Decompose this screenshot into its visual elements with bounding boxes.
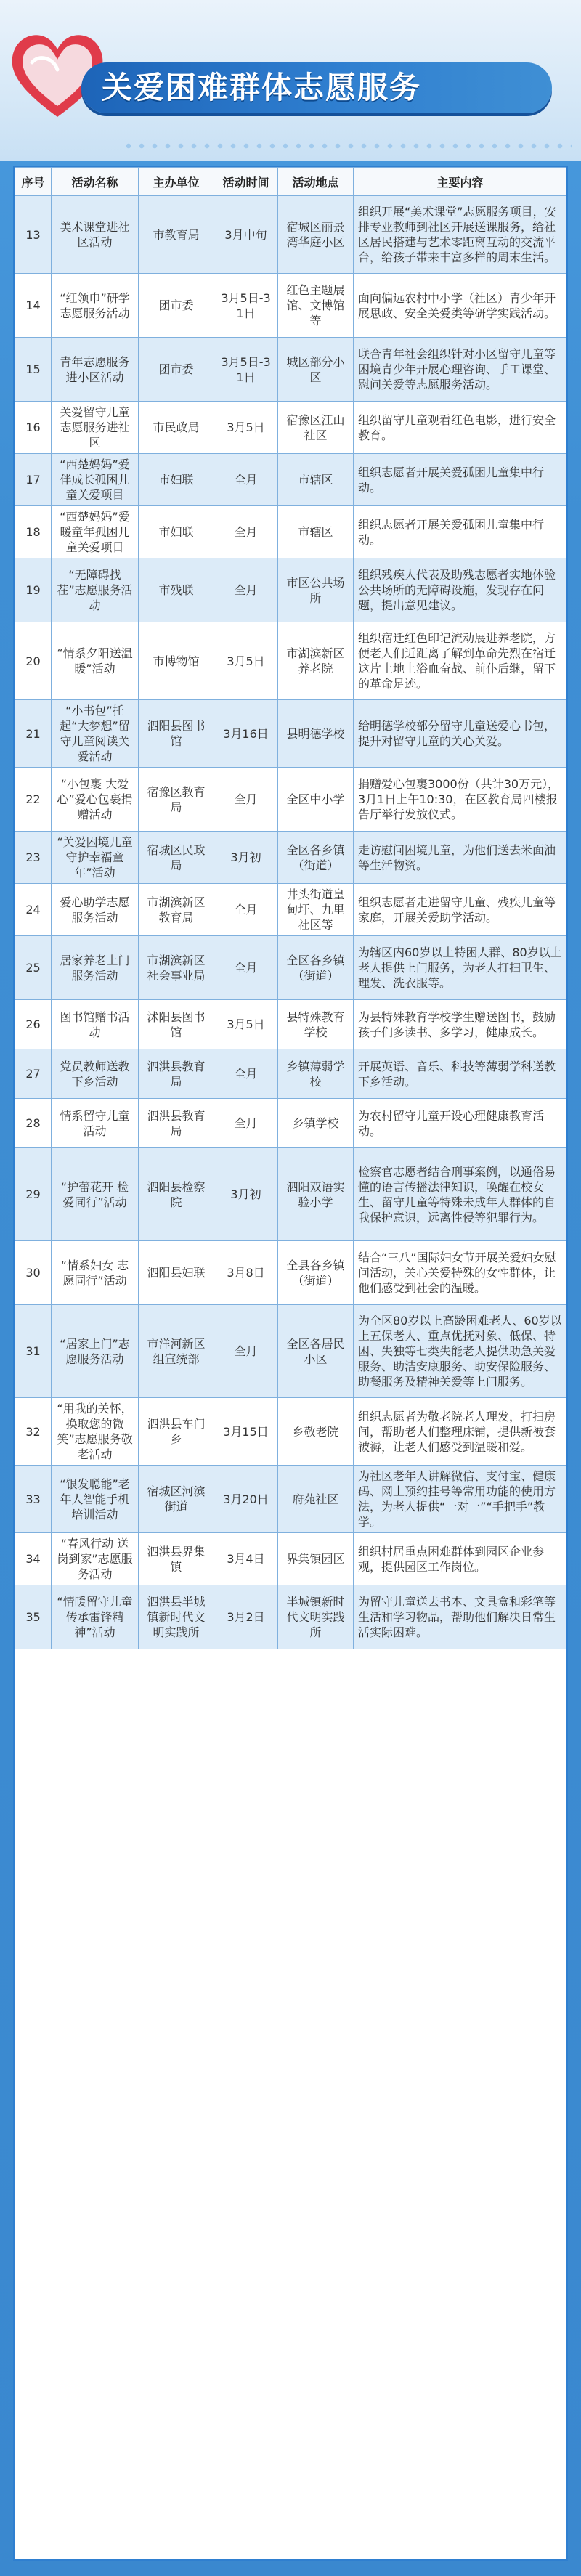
cell-no: 16	[15, 402, 52, 454]
table-row	[15, 1398, 567, 1466]
column-header-place: 活动地点	[278, 168, 354, 196]
cell-activity-name: 爱心助学志愿服务活动	[52, 884, 139, 936]
cell-time: 全月	[214, 1099, 278, 1148]
table-row	[15, 1585, 567, 1649]
cell-no: 34	[15, 1533, 52, 1585]
cell-place: 市湖滨新区养老院	[278, 622, 354, 700]
cell-organizer: 泗阳县妇联	[139, 1241, 214, 1305]
cell-organizer: 泗阳县检察院	[139, 1148, 214, 1241]
cell-content: 组织志愿者开展关爱孤困儿童集中行动。	[354, 506, 567, 558]
cell-content: 检察官志愿者结合刑事案例，以通俗易懂的语言传播法律知识，唤醒在校女生、留守儿童等特殊未成年人群体的自我保护意识，远离性侵等犯罪行为。	[354, 1148, 567, 1241]
table-row	[15, 768, 567, 832]
cell-organizer: 市教育局	[139, 196, 214, 274]
cell-time: 3月中旬	[214, 196, 278, 274]
column-header-no: 序号	[15, 168, 52, 196]
cell-place: 全区各乡镇（街道）	[278, 936, 354, 1000]
cell-place: 全区中小学	[278, 768, 354, 832]
table-row	[15, 1241, 567, 1305]
cell-organizer: 泗洪县教育局	[139, 1049, 214, 1099]
cell-place: 市区公共场所	[278, 558, 354, 622]
cell-no: 27	[15, 1049, 52, 1099]
table-row	[15, 1049, 567, 1099]
cell-activity-name: “西楚妈妈”爱暖童年孤困儿童关爱项目	[52, 506, 139, 558]
cell-organizer: 沭阳县图书馆	[139, 1000, 214, 1049]
cell-activity-name: “用我的关怀，换取您的微笑”志愿服务敬老活动	[52, 1398, 139, 1466]
cell-activity-name: 青年志愿服务进小区活动	[52, 338, 139, 402]
cell-content: 组织残疾人代表及助残志愿者实地体验公共场所的无障碍设施，发现存在问题，提出意见建议。	[354, 558, 567, 622]
cell-content: 组织志愿者开展关爱孤困儿童集中行动。	[354, 454, 567, 506]
cell-activity-name: 图书馆赠书活动	[52, 1000, 139, 1049]
table-row	[15, 832, 567, 884]
cell-place: 全区各居民小区	[278, 1305, 354, 1398]
cell-organizer: 泗洪县教育局	[139, 1099, 214, 1148]
table-body	[15, 196, 567, 1649]
cell-place: 井头街道皇甸圩、九里社区等	[278, 884, 354, 936]
cell-organizer: 宿城区民政局	[139, 832, 214, 884]
cell-time: 3月初	[214, 1148, 278, 1241]
cell-content: 结合“三八”国际妇女节开展关爱妇女慰问活动，关心关爱特殊的女性群体，让他们感受到社会的温暖。	[354, 1241, 567, 1305]
header	[0, 0, 581, 161]
cell-no: 23	[15, 832, 52, 884]
cell-place: 城区部分小区	[278, 338, 354, 402]
cell-no: 33	[15, 1466, 52, 1533]
table-row	[15, 1533, 567, 1585]
cell-no: 18	[15, 506, 52, 558]
footer-strip	[0, 2561, 581, 2576]
cell-place: 县特殊教育学校	[278, 1000, 354, 1049]
cell-organizer: 市残联	[139, 558, 214, 622]
cell-place: 界集镇园区	[278, 1533, 354, 1585]
cell-organizer: 市湖滨新区社会事业局	[139, 936, 214, 1000]
cell-place: 乡敬老院	[278, 1398, 354, 1466]
cell-time: 3月5日-31日	[214, 274, 278, 338]
cell-time: 全月	[214, 558, 278, 622]
cell-no: 31	[15, 1305, 52, 1398]
cell-place: 泗阳双语实验小学	[278, 1148, 354, 1241]
cell-time: 全月	[214, 1049, 278, 1099]
cell-no: 14	[15, 274, 52, 338]
cell-content: 为全区80岁以上高龄困难老人、60岁以上五保老人、重点优抚对象、低保、特困、失独等七类失能老人提供助急关爱服务、助洁安康服务、助安保险服务、助餐服务及精神关爱等上门服务。	[354, 1305, 567, 1398]
cell-no: 24	[15, 884, 52, 936]
cell-time: 全月	[214, 454, 278, 506]
cell-time: 3月5日	[214, 1000, 278, 1049]
column-header-name: 活动名称	[52, 168, 139, 196]
cell-content: 为社区老年人讲解微信、支付宝、健康码、网上预约挂号等常用功能的使用方法，为老人提供“一对一”“手把手”教学。	[354, 1466, 567, 1533]
table-row	[15, 558, 567, 622]
cell-no: 13	[15, 196, 52, 274]
table-row	[15, 1099, 567, 1148]
cell-content: 给明德学校部分留守儿童送爱心书包，提升对留守儿童的关心关爱。	[354, 700, 567, 768]
cell-organizer: 宿城区河滨街道	[139, 1466, 214, 1533]
column-header-content: 主要内容	[354, 168, 567, 196]
cell-time: 3月15日	[214, 1398, 278, 1466]
cell-time: 全月	[214, 884, 278, 936]
cell-place: 半城镇新时代文明实践所	[278, 1585, 354, 1649]
cell-place: 府苑社区	[278, 1466, 354, 1533]
cell-content: 组织村居重点困难群体到园区企业参观，提供园区工作岗位。	[354, 1533, 567, 1585]
cell-activity-name: “小书包”托起“大梦想”留守儿童阅读关爱活动	[52, 700, 139, 768]
table-row	[15, 506, 567, 558]
table-row	[15, 1466, 567, 1533]
cell-no: 19	[15, 558, 52, 622]
cell-activity-name: “红领巾”研学志愿服务活动	[52, 274, 139, 338]
cell-place: 全区各乡镇（街道）	[278, 832, 354, 884]
cell-content: 联合青年社会组织针对小区留守儿童等困境青少年开展心理咨询、手工课堂、慰问关爱等志愿服务活动。	[354, 338, 567, 402]
cell-time: 3月4日	[214, 1533, 278, 1585]
cell-activity-name: 美术课堂进社区活动	[52, 196, 139, 274]
cell-organizer: 泗洪县界集镇	[139, 1533, 214, 1585]
cell-no: 29	[15, 1148, 52, 1241]
cell-content: 组织留守儿童观看红色电影，进行安全教育。	[354, 402, 567, 454]
table-row	[15, 700, 567, 768]
cell-activity-name: “情暖留守儿童 传承雷锋精神”活动	[52, 1585, 139, 1649]
cell-place: 市辖区	[278, 506, 354, 558]
cell-activity-name: “春风行动 送岗到家”志愿服务活动	[52, 1533, 139, 1585]
cell-organizer: 市妇联	[139, 506, 214, 558]
cell-activity-name: “情系妇女 志愿同行”活动	[52, 1241, 139, 1305]
column-header-org: 主办单位	[139, 168, 214, 196]
cell-time: 全月	[214, 936, 278, 1000]
cell-organizer: 市民政局	[139, 402, 214, 454]
cell-activity-name: 情系留守儿童活动	[52, 1099, 139, 1148]
cell-content: 面向偏远农村中小学（社区）青少年开展思政、安全关爱类等研学实践活动。	[354, 274, 567, 338]
cell-no: 28	[15, 1099, 52, 1148]
table-row	[15, 454, 567, 506]
cell-no: 25	[15, 936, 52, 1000]
cell-activity-name: 关爱留守儿童志愿服务进社区	[52, 402, 139, 454]
cell-activity-name: “西楚妈妈”爱伴成长孤困儿童关爱项目	[52, 454, 139, 506]
cell-place: 县明德学校	[278, 700, 354, 768]
cell-content: 组织宿迁红色印记流动展进养老院，方便老人们近距离了解到革命先烈在宿迁这片土地上浴血奋战、前仆后继，留下的革命足迹。	[354, 622, 567, 700]
activity-table	[15, 167, 567, 1649]
cell-activity-name: 居家养老上门服务活动	[52, 936, 139, 1000]
cell-activity-name: 党员教师送教下乡活动	[52, 1049, 139, 1099]
cell-time: 3月20日	[214, 1466, 278, 1533]
cell-time: 3月16日	[214, 700, 278, 768]
cell-time: 3月初	[214, 832, 278, 884]
cell-time: 全月	[214, 768, 278, 832]
table-row	[15, 402, 567, 454]
decorative-dots	[122, 142, 572, 150]
cell-organizer: 泗洪县车门乡	[139, 1398, 214, 1466]
cell-time: 全月	[214, 506, 278, 558]
table-row	[15, 274, 567, 338]
cell-content: 组织志愿者走进留守儿童、残疾儿童等家庭，开展关爱助学活动。	[354, 884, 567, 936]
cell-no: 30	[15, 1241, 52, 1305]
cell-activity-name: “情系夕阳送温暖”活动	[52, 622, 139, 700]
cell-time: 3月8日	[214, 1241, 278, 1305]
cell-content: 捐赠爱心包裹3000份（共计30万元），3月1日上午10:30，在区教育局四楼报告厅举行发放仪式。	[354, 768, 567, 832]
cell-organizer: 市洋河新区组宣统部	[139, 1305, 214, 1398]
column-header-time: 活动时间	[214, 168, 278, 196]
cell-organizer: 市博物馆	[139, 622, 214, 700]
activity-table-container	[13, 166, 568, 2561]
cell-organizer: 市妇联	[139, 454, 214, 506]
cell-time: 3月5日-31日	[214, 338, 278, 402]
cell-activity-name: “护蕾花开 检爱同行”活动	[52, 1148, 139, 1241]
cell-activity-name: “小包裹 大爱心”爱心包裹捐赠活动	[52, 768, 139, 832]
cell-no: 17	[15, 454, 52, 506]
table-row	[15, 1148, 567, 1241]
table-row	[15, 338, 567, 402]
cell-time: 3月5日	[214, 622, 278, 700]
table-row	[15, 936, 567, 1000]
cell-time: 全月	[214, 1305, 278, 1398]
cell-no: 22	[15, 768, 52, 832]
cell-activity-name: “关爱困境儿童 守护幸福童年”活动	[52, 832, 139, 884]
cell-no: 26	[15, 1000, 52, 1049]
cell-activity-name: “居家上门”志愿服务活动	[52, 1305, 139, 1398]
page-title: 关爱困难群体志愿服务	[102, 70, 422, 105]
cell-content: 组织志愿者为敬老院老人理发，打扫房间，帮助老人们整理床铺，提供新被套被褥，让老人们感受到温暖和爱。	[354, 1398, 567, 1466]
cell-organizer: 泗洪县半城镇新时代文明实践所	[139, 1585, 214, 1649]
table-row	[15, 1000, 567, 1049]
cell-time: 3月2日	[214, 1585, 278, 1649]
table-row	[15, 884, 567, 936]
cell-no: 35	[15, 1585, 52, 1649]
cell-place: 乡镇薄弱学校	[278, 1049, 354, 1099]
table-row	[15, 622, 567, 700]
cell-content: 走访慰问困境儿童，为他们送去米面油等生活物资。	[354, 832, 567, 884]
cell-activity-name: “无障碍找茬”志愿服务活动	[52, 558, 139, 622]
cell-organizer: 宿豫区教育局	[139, 768, 214, 832]
cell-no: 21	[15, 700, 52, 768]
cell-content: 为辖区内60岁以上特困人群、80岁以上老人提供上门服务，为老人打扫卫生、理发、洗衣服等。	[354, 936, 567, 1000]
table-row	[15, 196, 567, 274]
cell-place: 宿城区丽景湾华庭小区	[278, 196, 354, 274]
cell-place: 全县各乡镇（街道）	[278, 1241, 354, 1305]
cell-no: 15	[15, 338, 52, 402]
cell-place: 乡镇学校	[278, 1099, 354, 1148]
cell-organizer: 团市委	[139, 274, 214, 338]
cell-organizer: 团市委	[139, 338, 214, 402]
cell-place: 红色主题展馆、文博馆等	[278, 274, 354, 338]
cell-organizer: 泗阳县图书馆	[139, 700, 214, 768]
cell-content: 开展英语、音乐、科技等薄弱学科送教下乡活动。	[354, 1049, 567, 1099]
cell-content: 为留守儿童送去书本、文具盒和彩笔等生活和学习物品，帮助他们解决日常生活实际困难。	[354, 1585, 567, 1649]
cell-time: 3月5日	[214, 402, 278, 454]
cell-activity-name: “银发聪能”老年人智能手机培训活动	[52, 1466, 139, 1533]
table-row	[15, 1305, 567, 1398]
cell-place: 市辖区	[278, 454, 354, 506]
cell-content: 为县特殊教育学校学生赠送图书，鼓励孩子们多读书、多学习，健康成长。	[354, 1000, 567, 1049]
cell-content: 为农村留守儿童开设心理健康教育活动。	[354, 1099, 567, 1148]
cell-no: 20	[15, 622, 52, 700]
cell-content: 组织开展“美术课堂”志愿服务项目，安排专业教师到社区开展送课服务，给社区居民搭建与艺术零距离互动的交流平台，给孩子带来丰富多样的周末生活。	[354, 196, 567, 274]
table-header-row	[15, 168, 567, 196]
cell-no: 32	[15, 1398, 52, 1466]
cell-place: 宿豫区江山社区	[278, 402, 354, 454]
cell-organizer: 市湖滨新区教育局	[139, 884, 214, 936]
